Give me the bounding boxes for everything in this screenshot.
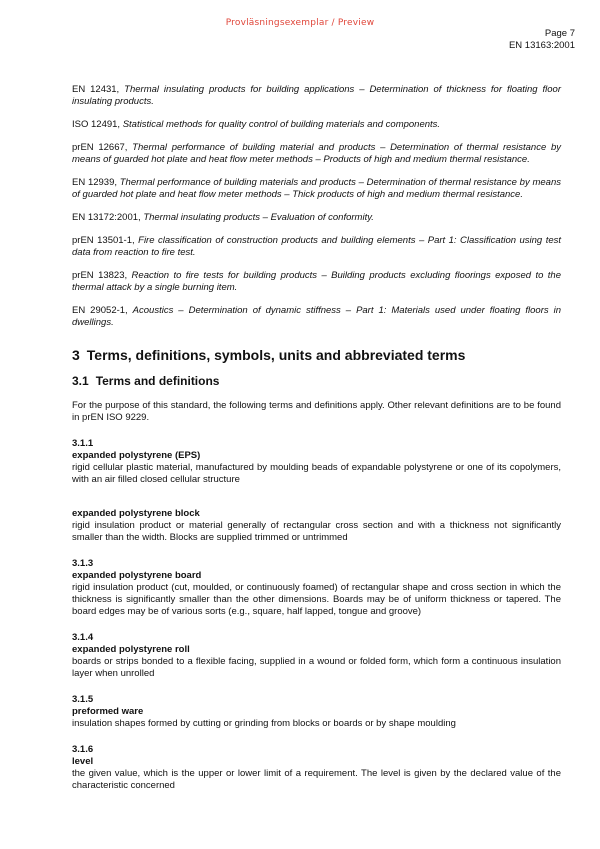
term-definition: boards or strips bonded to a flexible facing, supplied in a wound or folded form, which form a continuous insulation layer when unrolled (72, 656, 561, 679)
term-definition: rigid insulation product (cut, moulded, or continuously foamed) of rectangular shape and cross section in which the thickness is significantly smaller than the other dimensions. Boards may be of uniform thickness or tapered. The board edges may be of various sorts (e.g., square, half lapped, tongue and groove) (72, 582, 561, 617)
reference-code: EN 13172:2001, (72, 212, 141, 223)
page-number: Page 7 (544, 28, 575, 39)
term-name: expanded polystyrene roll (72, 644, 190, 655)
term-entry (72, 694, 561, 730)
reference-item (72, 84, 561, 108)
reference-code: prEN 12667, (72, 142, 128, 153)
subsection-number: 3.1 (72, 374, 89, 388)
term-name: level (72, 756, 94, 767)
reference-code: prEN 13501-1, (72, 235, 135, 246)
term-definition: insulation shapes formed by cutting or grinding from blocks or boards or by shape moulding (72, 718, 456, 729)
term-number: 3.1.3 (72, 558, 94, 569)
term-definition: rigid insulation product or material generally of rectangular cross section and with a thickness not significantly smaller than the width. Blocks are supplied trimmed or untrimmed (72, 520, 561, 543)
reference-title: Thermal insulating products – Evaluation of conformity. (143, 212, 374, 223)
subsection-title: Terms and definitions (95, 374, 220, 388)
term-entry (72, 632, 561, 680)
reference-code: EN 12939, (72, 177, 117, 188)
term-number: 3.1.4 (72, 632, 94, 643)
term-name: expanded polystyrene block (72, 508, 200, 519)
normative-references (72, 84, 561, 329)
term-definition: rigid cellular plastic material, manufactured by moulding beads of expandable polystyrene or one of its copolymers, with an air filled closed cellular structure (72, 462, 561, 485)
reference-title: Acoustics – Determination of dynamic stiffness – Part 1: Materials used under floating floors in dwellings. (72, 305, 561, 328)
reference-title: Thermal insulating products for building applications – Determination of thickness for floating floor insulating products. (72, 84, 562, 107)
term-entry (72, 558, 561, 618)
term-entry (72, 508, 561, 544)
reference-title: Thermal performance of building material and products – Determination of thermal resistance by means of guarded hot plate and heat flow meter methods – Products of high and medium thermal resistance. (72, 142, 561, 165)
reference-item (72, 235, 561, 259)
term-definition: the given value, which is the upper or lower limit of a requirement. The level is given by the declared value of the characteristic concerned (72, 768, 561, 791)
intro-paragraph: For the purpose of this standard, the following terms and definitions apply. Other relevant definitions are to be found in prEN ISO 9229. (72, 400, 561, 423)
reference-item (72, 177, 561, 201)
term-number: 3.1.5 (72, 694, 94, 705)
reference-title: Statistical methods for quality control of building materials and components. (122, 119, 441, 130)
reference-item (72, 119, 561, 131)
reference-item (72, 305, 561, 329)
term-number: 3.1.1 (72, 438, 94, 449)
subsection-heading (72, 373, 561, 389)
reference-item (72, 212, 561, 224)
reference-title: Reaction to fire tests for building products – Building products excluding floorings exposed to the thermal attack by a single burning item. (72, 270, 561, 293)
reference-title: Fire classification of construction products and building elements – Part 1: Classification using test data from reaction to fire test. (72, 235, 562, 258)
term-number: 3.1.6 (72, 744, 94, 755)
reference-item (72, 142, 561, 166)
document-body (72, 84, 561, 792)
reference-item (72, 270, 561, 294)
document-id: EN 13163:2001 (508, 40, 575, 51)
reference-title: Thermal performance of building materials and products – Determination of thermal resistance by means of guarded hot plate and heat flow meter methods – Thick products of high and medium thermal resistance. (72, 177, 561, 200)
term-entry (72, 438, 561, 486)
term-name: expanded polystyrene board (72, 570, 202, 581)
reference-code: prEN 13823, (72, 270, 128, 281)
preview-watermark: Provläsningsexemplar / Preview (225, 18, 375, 28)
reference-code: EN 29052-1, (72, 305, 128, 316)
page-header (509, 28, 575, 52)
reference-code: ISO 12491, (72, 119, 121, 130)
section-number: 3 (72, 347, 80, 363)
term-name: preformed ware (72, 706, 144, 717)
reference-code: EN 12431, (72, 84, 120, 95)
section-heading (72, 346, 561, 364)
section-title: Terms, definitions, symbols, units and abbreviated terms (86, 347, 466, 363)
term-entry (72, 744, 561, 792)
term-name: expanded polystyrene (EPS) (72, 450, 201, 461)
